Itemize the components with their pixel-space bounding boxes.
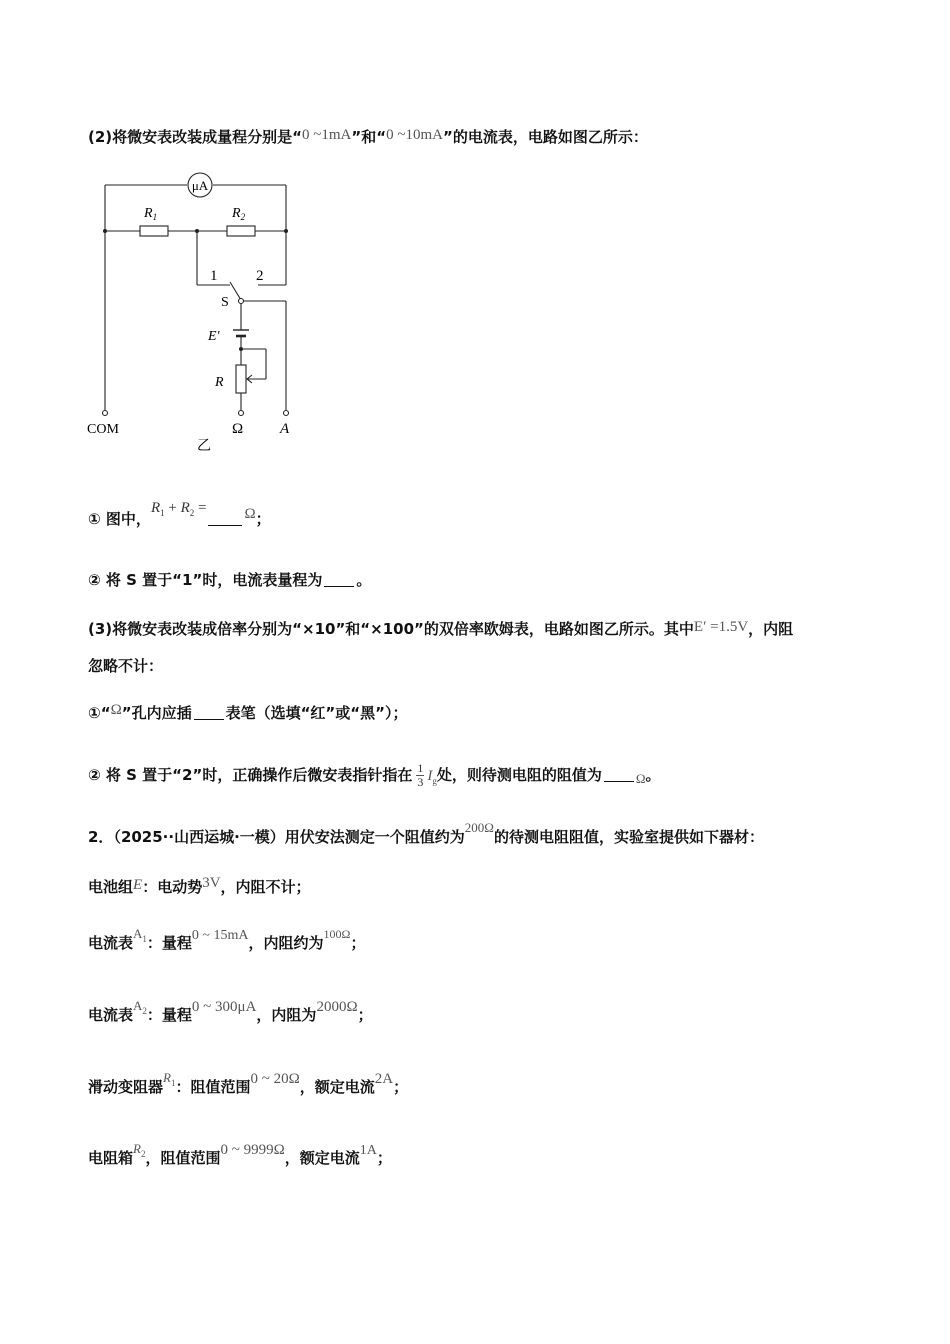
equip-a1-resistance: 100Ω [323, 927, 351, 941]
q2-text-a: （2025··山西运城·一模）用伏安法测定一个阻值约为 [113, 828, 465, 846]
equip-ammeter-a2 [88, 998, 373, 1028]
q2-text-b: 的待测电阻阻值，实验室提供如下器材： [493, 828, 764, 846]
q1-part2-text-b: ”和“ [351, 128, 387, 146]
part3-sub1-text-b: 表笔（选填“红”或“黑”）； [225, 704, 408, 722]
q1-part3-sub2 [88, 762, 661, 789]
part3-text-a: (3)将微安表改装成倍率分别为“×10”和“×100”的双倍率欧姆表，电路如图乙所示。其中 [88, 620, 694, 638]
equip-rheostat-r1 [88, 1070, 409, 1100]
part3-text-b: ，内阻 [748, 620, 794, 638]
equip-a2-symbol [133, 998, 147, 1016]
r2-label: $R_2$ [232, 206, 246, 222]
equip-a2-resistance-label: ，内阻为 [256, 1006, 317, 1024]
expr-r1-sub: 1 [160, 508, 165, 518]
q1-part2-text-c: ”的电流表，电路如图乙所示： [442, 128, 648, 146]
equip-battery [88, 876, 311, 899]
sub1-suffix: ； [255, 510, 271, 528]
equip-battery-emf-value: 3V [202, 875, 221, 891]
q1-part2-sub1 [88, 500, 271, 532]
figure-caption: 乙 [197, 438, 211, 454]
expr-r2: R [180, 500, 190, 516]
expr-equals: = [194, 500, 207, 516]
a-terminal-label: A [280, 421, 290, 437]
circuit-diagram [80, 165, 310, 460]
unit-ohm: Ω [244, 506, 256, 522]
part3-sub2-text-b: 处，则待测电阻的阻值为 [436, 766, 602, 784]
q1-part2-text-a: (2)将微安表改装成量程分别是“ [88, 128, 303, 146]
terminal-a [284, 411, 289, 416]
omega-symbol: Ω [110, 702, 122, 718]
equip-a2-sub: 2 [142, 1006, 147, 1016]
terminal-ohm [239, 411, 244, 416]
expr-r1: R [150, 500, 161, 516]
junction-right [284, 229, 288, 233]
resistor-r1 [140, 226, 168, 236]
equip-r1-name: 滑动变阻器 [88, 1078, 164, 1096]
equip-battery-name: 电池组 [88, 878, 134, 896]
equip-a1-sym: A [133, 926, 143, 941]
node-1-label: 1 [210, 268, 218, 284]
equip-r1-range-label: ：阻值范围 [175, 1078, 251, 1096]
resistor-r2 [227, 226, 255, 236]
fraction-num: 1 [417, 761, 424, 775]
junction-mid [195, 229, 199, 233]
part3-sub2-text-a: ② 将 S 置于“2”时，正确操作后微安表指针指在 [88, 766, 413, 784]
equip-r2-sub: 2 [140, 1149, 146, 1159]
range-1ma: 0 ~1mA [302, 127, 352, 143]
q2-resistance-value: 200Ω [464, 820, 494, 835]
equip-r1-end: ； [393, 1078, 409, 1096]
unit-ohm-2: Ω [635, 771, 646, 786]
sub1-prefix: ① 图中， [88, 510, 151, 528]
q2-stem [88, 820, 764, 849]
equip-a2-range-label: ：量程 [146, 1006, 192, 1024]
rheostat-body [236, 365, 246, 393]
equip-r2-current: 1A [359, 1143, 377, 1158]
sub2-text-a: ② 将 S 置于“1”时，电流表量程为 [88, 571, 323, 589]
part3-line2-text: 忽略不计： [88, 657, 164, 675]
equip-r1-symbol [163, 1070, 176, 1088]
equip-a2-resistance: 2000Ω [316, 999, 358, 1015]
switch-blade [230, 282, 241, 300]
ig-symbol: I [427, 768, 433, 784]
part3-sub1-prefix: ①“ [88, 704, 111, 722]
terminal-com [103, 411, 108, 416]
equip-r1-current: 2A [374, 1071, 394, 1087]
equip-r2-symbol [133, 1141, 146, 1159]
expr-r2-sub: 2 [189, 508, 195, 518]
equip-r2-name: 电阻箱 [88, 1149, 134, 1167]
fraction-one-third [416, 762, 424, 789]
equip-battery-note: ，内阻不计； [220, 878, 311, 896]
equip-r2-range: 0 ~ 9999Ω [220, 1142, 285, 1158]
ohm-terminal-label: Ω [232, 421, 244, 437]
junction-rheostat [239, 347, 243, 351]
equip-r1-sub: 1 [170, 1078, 176, 1088]
q2-number: 2． [88, 828, 114, 846]
r1-plus-r2-expression [151, 500, 207, 516]
fraction-den: 3 [417, 775, 424, 789]
answer-blank-resistance-value[interactable] [604, 767, 634, 782]
junction-left [103, 229, 107, 233]
equip-r2-sym: R [133, 1141, 141, 1156]
equip-r2-end: ； [376, 1149, 392, 1167]
part3-sub1-text-a: ”孔内应插 [121, 704, 192, 722]
q1-part3-line2 [88, 655, 163, 677]
equip-a1-range-label: ：量程 [146, 934, 192, 952]
q1-part2-intro [88, 126, 648, 149]
equip-a2-sym: A [133, 998, 143, 1013]
r1-label: $R_1$ [144, 206, 158, 222]
equip-r1-current-label: ，额定电流 [299, 1078, 375, 1096]
expr-plus: + [164, 500, 181, 516]
meter-label: μA [191, 178, 209, 193]
equip-battery-symbol: E [133, 877, 143, 893]
equip-a1-sub: 1 [142, 934, 147, 944]
equip-a2-name: 电流表 [88, 1006, 134, 1024]
node-2-label: 2 [256, 268, 264, 284]
switch-label: S [221, 295, 229, 310]
sub2-text-b: 。 [356, 571, 372, 589]
range-10ma: 0 ~10mA [386, 127, 443, 143]
equip-r2-current-label: ，额定电流 [284, 1149, 360, 1167]
equip-battery-emf-label: ：电动势 [142, 878, 203, 896]
equip-a1-name: 电流表 [88, 934, 134, 952]
rheostat-label: R [215, 375, 224, 390]
q1-part2-sub2 [88, 569, 371, 591]
answer-blank-range[interactable] [324, 572, 354, 587]
answer-blank-resistance[interactable] [208, 511, 242, 526]
equip-resistance-box-r2 [88, 1141, 392, 1171]
q1-part3-line1 [88, 618, 793, 641]
equip-a1-resistance-label: ，内阻约为 [248, 934, 324, 952]
switch-pivot [239, 299, 244, 304]
equip-a2-end: ； [357, 1006, 373, 1024]
equip-a1-range: 0 ~ 15mA [191, 928, 249, 943]
equip-r1-range: 0 ~ 20Ω [250, 1071, 300, 1087]
equip-a1-symbol [133, 926, 147, 944]
ig-sub: g [432, 776, 437, 786]
equip-ammeter-a1 [88, 926, 366, 956]
equip-a2-range: 0 ~ 300μA [191, 999, 257, 1015]
equip-r2-range-label: ，阻值范围 [145, 1149, 221, 1167]
equip-r1-sym: R [163, 1070, 171, 1085]
answer-blank-probe[interactable] [194, 705, 224, 720]
emf-label: E′ [208, 329, 220, 344]
q1-part3-sub1 [88, 702, 408, 725]
emf-value: E′ =1.5V [693, 619, 749, 635]
equip-a1-end: ； [350, 934, 366, 952]
com-label: COM [87, 422, 119, 437]
part3-sub2-text-c: 。 [645, 766, 661, 784]
